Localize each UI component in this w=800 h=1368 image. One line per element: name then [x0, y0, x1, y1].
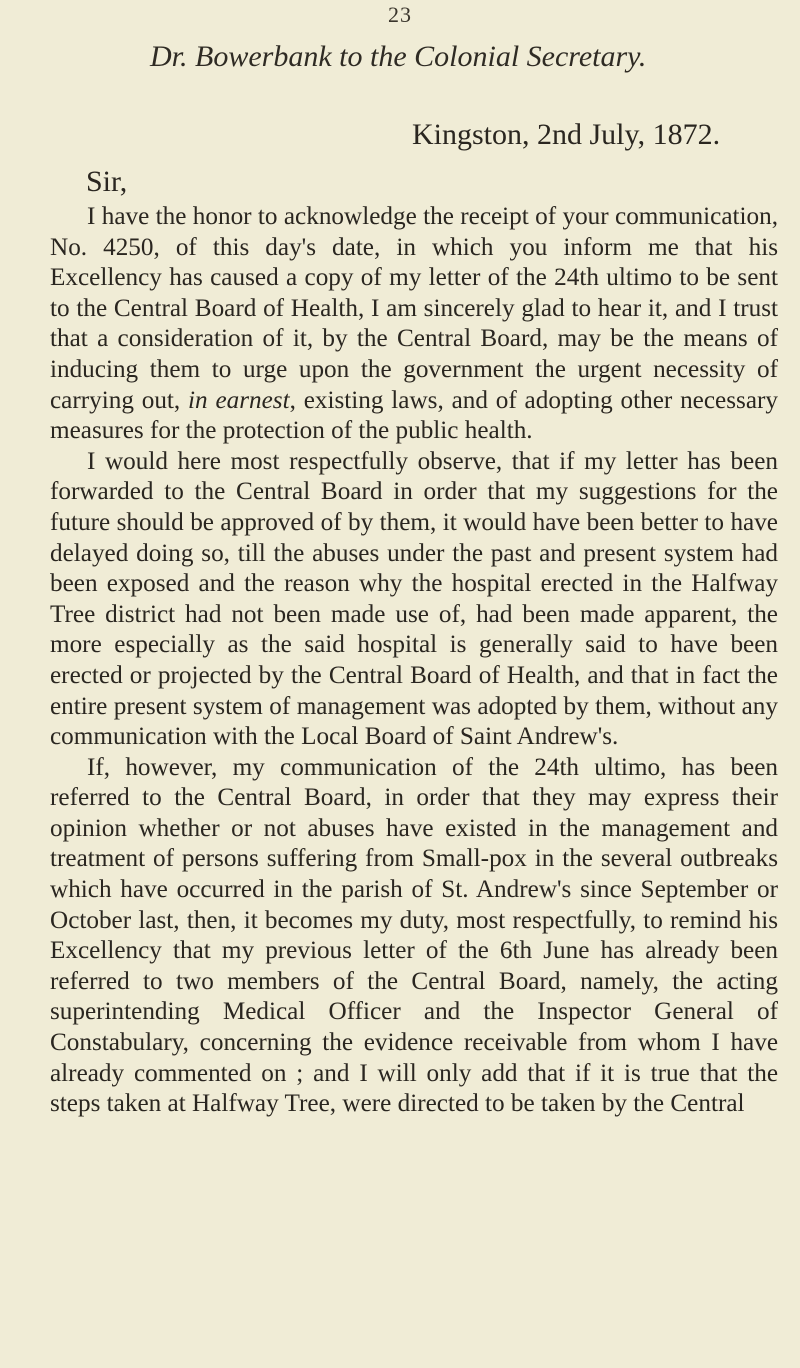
running-head: Dr. Bowerbank to the Colonial Secretary. [150, 40, 647, 73]
paragraph-1 [50, 202, 778, 447]
paragraph-1-text-b: , existing laws, and of adopting other necessary measures for the protection of the public health. [50, 386, 778, 445]
paragraph-3: If, however, my communication of the 24th ultimo, has been referred to the Central Board, in order that they may express their opinion whether or not abuses have existed in the management and treatment of persons suffering from Small-pox in the several outbreaks which have occurred in the parish of St. Andrew's since September or October last, then, it becomes my duty, most respectfully, to remind his Excellency that my previous letter of the 6th June has already been referred to two members of the Central Board, namely, the acting superintending Medical Officer and the Inspector General of Constabulary, concerning the evidence receivable from whom I have already commented on ; and I will only add that if it is true that the steps taken at Halfway Tree, were directed to be taken by the Central [50, 753, 778, 1118]
emphasis-in-earnest: in earnest [188, 386, 290, 414]
letter-salutation: Sir, [86, 165, 128, 198]
page-number: 23 [388, 2, 412, 27]
letter-dateline: Kingston, 2nd July, 1872. [412, 118, 721, 151]
paragraph-1-text-a: I have the honor to acknowledge the receipt of your communication, No. 4250, of this day's date, in which you inform me that his Excellency has caused a copy of my letter of the 24th ultimo to be sent to the Central Board of Health, I am sincerely glad to hear it, and I trust that a consideration of it, by the Central Board, may be the means of inducing them to urge upon the government the urgent necessity of carrying out, [50, 203, 778, 414]
paragraph-2: I would here most respectfully observe, that if my letter has been forwarded to the Central Board in order that my suggestions for the future should be approved of by them, it would have been better to have delayed doing so, till the abuses under the past and present system had been exposed and the reason why the hospital erected in the Halfway Tree district had not been made use of, had been made apparent, the more especially as the said hospital is generally said to have been erected or projected by the Central Board of Health, and that in fact the entire present system of management was adopted by them, without any communication with the Local Board of Saint Andrew's. [50, 447, 778, 751]
letter-body [50, 202, 778, 1120]
